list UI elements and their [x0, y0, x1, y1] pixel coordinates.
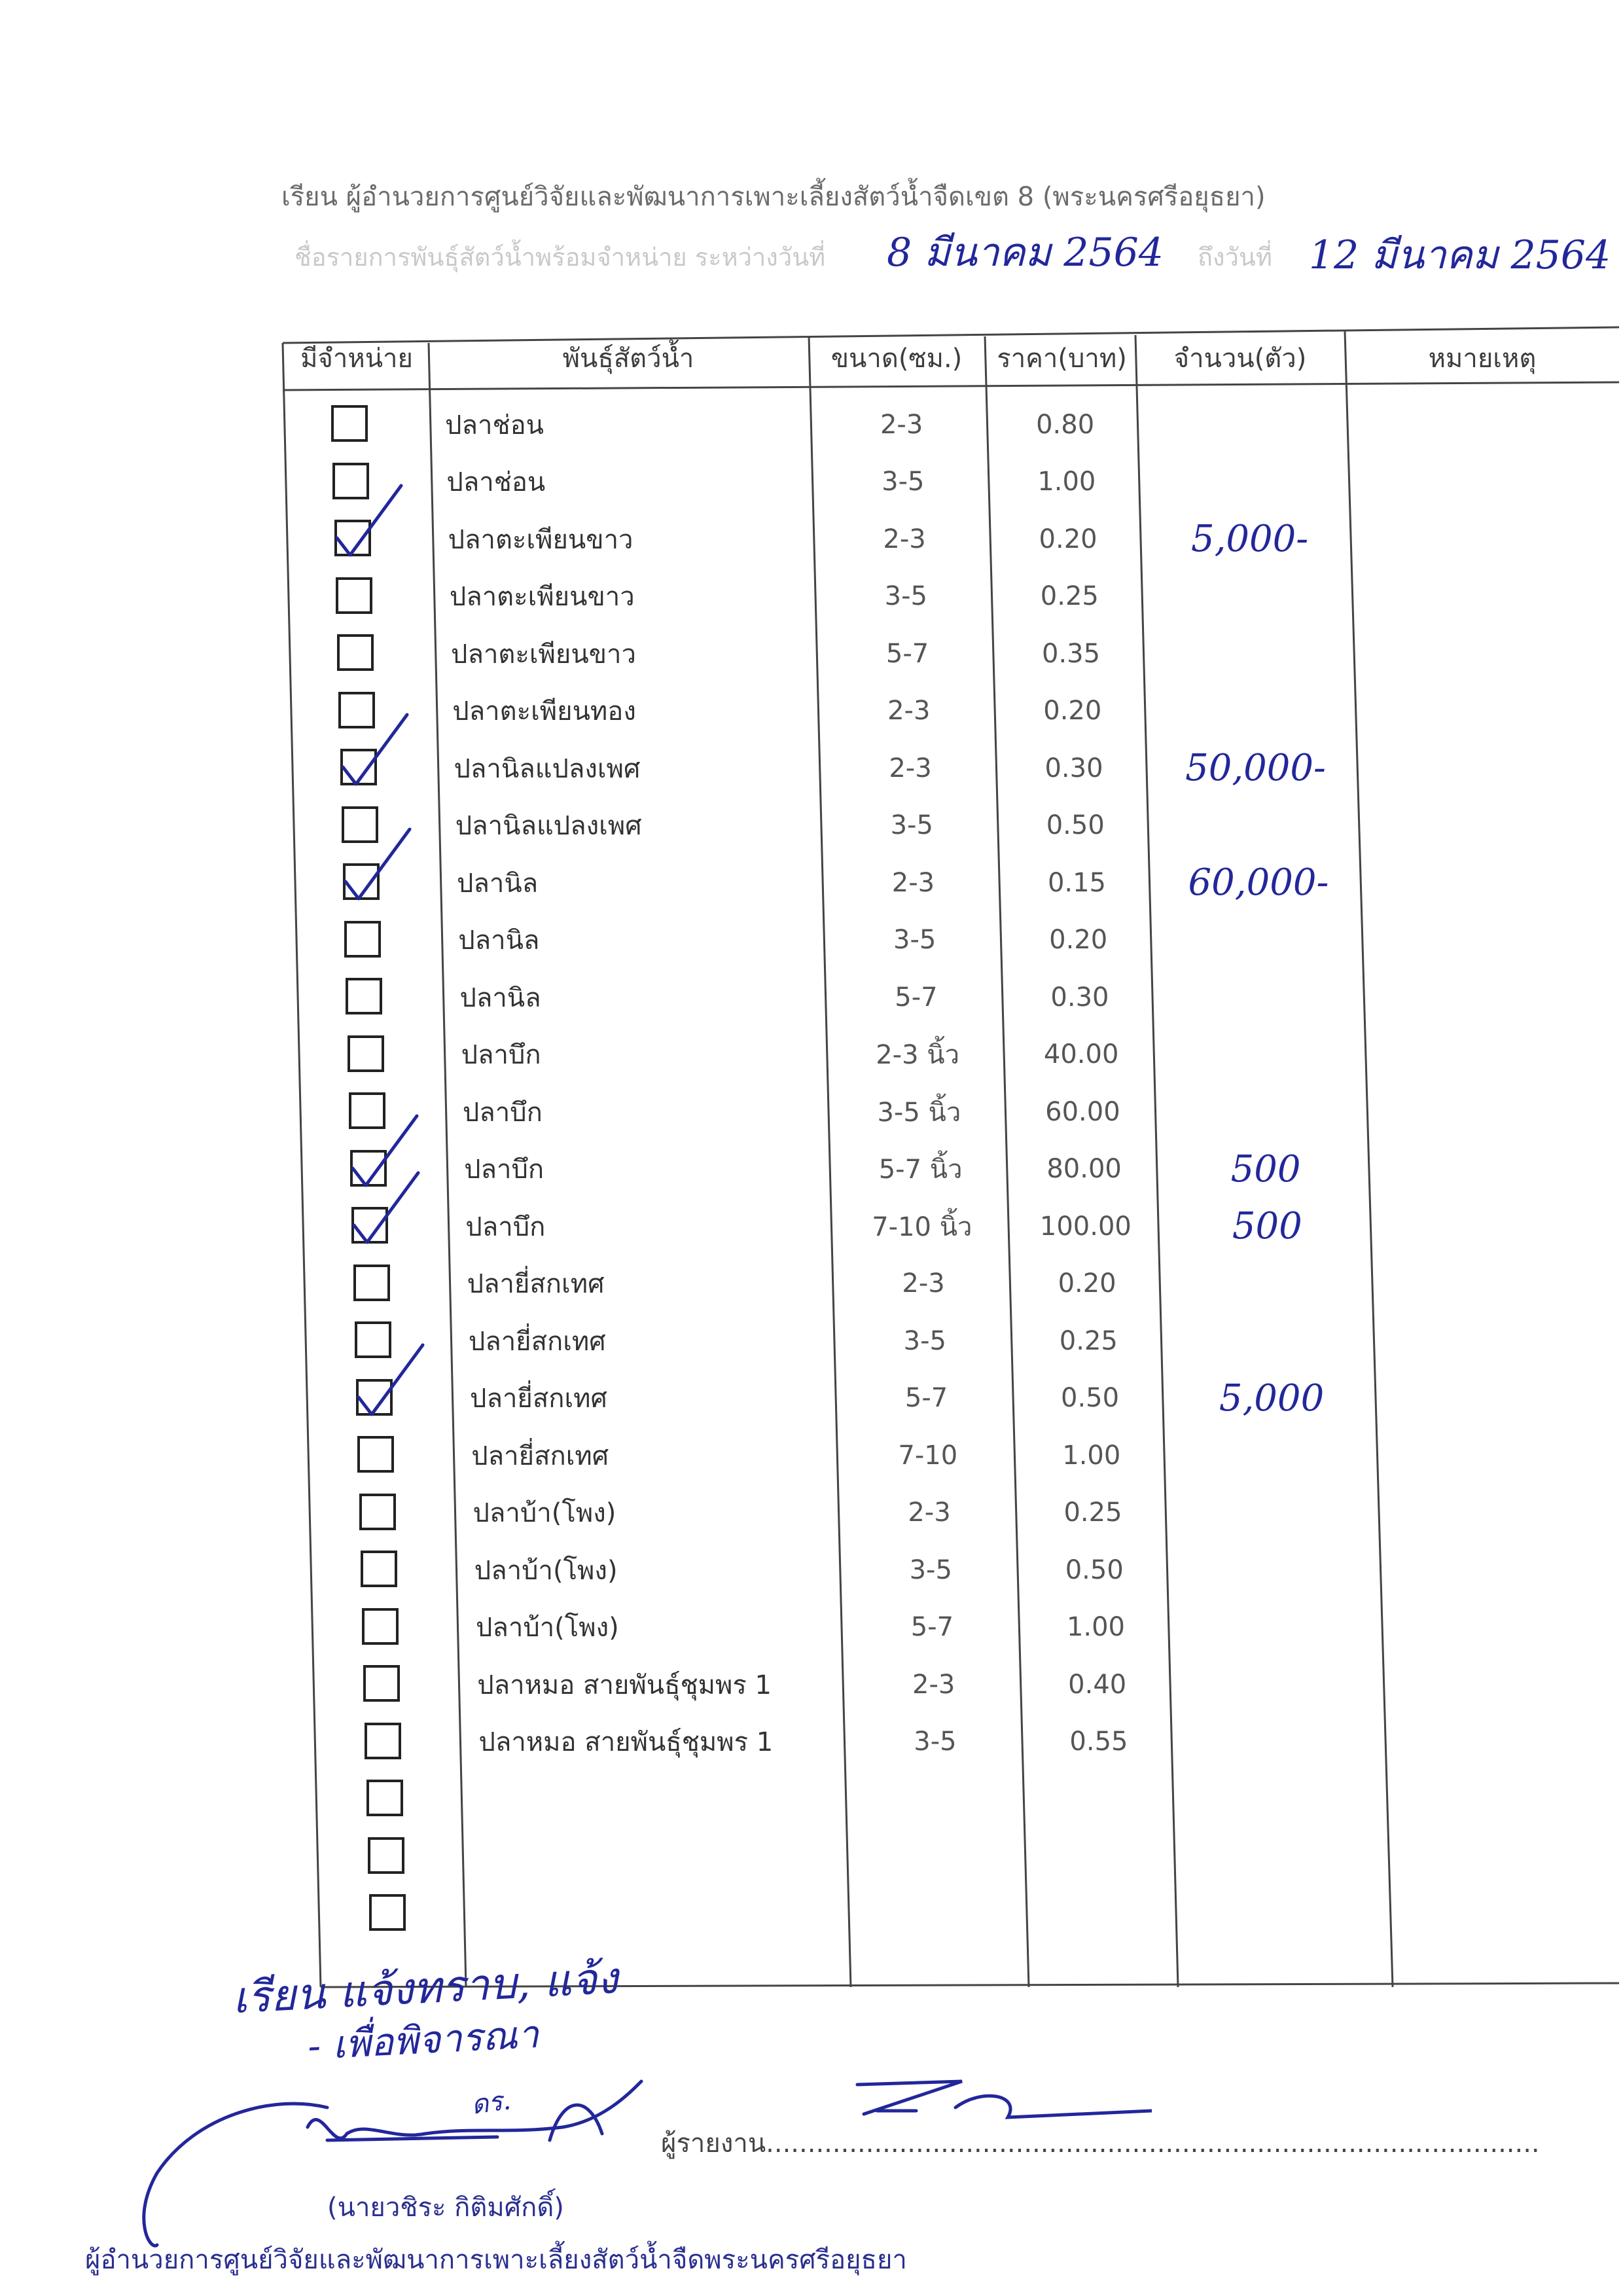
col-header-remarks: หมายเหตุ — [1428, 344, 1537, 374]
species-cell: ปลานิลแปลงเพศ — [455, 811, 642, 841]
availability-checkbox[interactable] — [366, 1780, 403, 1816]
price-cell: 0.30 — [1044, 753, 1103, 783]
size-cell: 5-7 นิ้ว — [878, 1155, 963, 1185]
species-cell: ปลาบ้า(โพง) — [475, 1613, 619, 1643]
species-cell: ปลาตะเพียนขาว — [448, 524, 633, 555]
price-cell — [1029, 1885, 1177, 1942]
price-cell: 0.50 — [1065, 1554, 1124, 1585]
species-cell — [482, 1828, 835, 1885]
price-cell: 0.55 — [1069, 1727, 1128, 1757]
price-cell: 0.80 — [1036, 409, 1095, 440]
price-cell: 60.00 — [1045, 1096, 1120, 1127]
availability-checkbox[interactable] — [340, 749, 377, 785]
table-row — [0, 625, 1623, 682]
size-cell — [850, 1770, 1024, 1827]
species-cell: ปลานิล — [458, 925, 540, 956]
quantity-handwritten — [1159, 683, 1349, 740]
availability-checkbox[interactable] — [359, 1494, 396, 1530]
availability-checkbox[interactable] — [348, 1035, 384, 1072]
table-row — [0, 511, 1623, 567]
quantity-handwritten — [1178, 1427, 1368, 1484]
size-cell: 3-5 — [890, 810, 933, 840]
size-cell: 2-3 — [883, 524, 926, 554]
signature-date-note: ดร. — [469, 2085, 513, 2121]
table-row — [0, 1484, 1623, 1541]
price-cell: 0.20 — [1058, 1268, 1116, 1299]
price-cell: 40.00 — [1043, 1039, 1119, 1069]
species-cell: ปลาช่อน — [446, 467, 546, 497]
species-cell — [480, 1770, 834, 1827]
quantity-handwritten — [1183, 1599, 1372, 1656]
table-row — [0, 1656, 1623, 1713]
table-row — [0, 1885, 1623, 1942]
size-cell: 3-5 — [884, 581, 927, 611]
availability-checkbox[interactable] — [343, 863, 380, 900]
quantity-handwritten — [1188, 1828, 1378, 1885]
size-cell: 3-5 — [882, 467, 925, 497]
table-row — [0, 969, 1623, 1026]
quantity-handwritten — [1174, 1255, 1364, 1312]
period-middle: ถึงวันที่ — [1198, 243, 1272, 272]
availability-checkbox[interactable] — [337, 634, 374, 671]
species-cell: ปลายี่สกเทศ — [470, 1384, 607, 1414]
availability-checkbox[interactable] — [356, 1379, 393, 1416]
director-name: (นายวชิระ กิติมศักดิ์) — [327, 2193, 564, 2223]
species-cell: ปลาช่อน — [445, 410, 544, 440]
table-row — [0, 740, 1623, 797]
price-cell: 0.25 — [1063, 1498, 1122, 1528]
price-cell: 0.50 — [1061, 1383, 1120, 1413]
price-cell — [1028, 1828, 1175, 1885]
price-cell: 0.40 — [1068, 1669, 1127, 1700]
availability-checkbox[interactable] — [363, 1665, 400, 1702]
quantity-handwritten: 5,000- — [1190, 518, 1309, 560]
size-cell: 3-5 นิ้ว — [877, 1097, 961, 1128]
table-row — [0, 454, 1623, 511]
price-cell: 80.00 — [1046, 1154, 1122, 1184]
species-cell: ปลาตะเพียนขาว — [449, 582, 635, 612]
species-cell: ปลายี่สกเทศ — [467, 1269, 605, 1299]
price-cell: 0.25 — [1059, 1325, 1118, 1356]
price-cell: 1.00 — [1037, 467, 1096, 497]
quantity-handwritten — [1175, 1312, 1365, 1369]
size-cell — [851, 1828, 1025, 1885]
size-cell: 3-5 — [909, 1554, 952, 1585]
availability-checkbox[interactable] — [361, 1551, 397, 1587]
quantity-handwritten — [1162, 797, 1352, 854]
table-row — [0, 396, 1623, 453]
table-row — [0, 797, 1623, 854]
check-mark-icon — [355, 1344, 440, 1422]
table-row — [0, 1141, 1623, 1198]
species-cell: ปลาบึก — [464, 1155, 544, 1185]
size-cell — [853, 1885, 1026, 1942]
size-cell: 2-3 — [908, 1498, 951, 1528]
col-header-quantity: จำนวน(ตัว) — [1173, 344, 1307, 374]
size-cell: 3-5 — [893, 925, 936, 955]
handwritten-note-line1: เรียน แจ้งทราบ, แจ้ง — [231, 1952, 620, 2024]
table-row — [0, 1312, 1623, 1369]
quantity-handwritten — [1156, 568, 1346, 625]
price-cell: 0.25 — [1040, 581, 1099, 611]
quantity-handwritten — [1184, 1656, 1374, 1713]
quantity-handwritten — [1169, 1083, 1359, 1140]
table-row — [0, 1828, 1623, 1885]
check-mark-icon — [350, 1172, 435, 1250]
quantity-handwritten — [1158, 625, 1347, 682]
price-cell — [1027, 1770, 1174, 1827]
check-mark-icon — [342, 828, 427, 906]
table-row — [0, 1599, 1623, 1656]
size-cell: 2-3 — [902, 1268, 945, 1299]
quantity-handwritten — [1187, 1770, 1377, 1827]
table-row — [0, 1541, 1623, 1598]
species-cell: ปลาบึก — [462, 1097, 543, 1128]
species-cell: ปลายี่สกเทศ — [468, 1326, 606, 1357]
size-cell: 2-3 — [887, 696, 931, 726]
species-cell: ปลานิล — [456, 868, 539, 899]
table-row — [0, 854, 1623, 911]
availability-checkbox[interactable] — [336, 577, 372, 614]
species-cell: ปลาบ้า(โพง) — [473, 1498, 616, 1528]
director-title: ผู้อำนวยการศูนย์วิจัยและพัฒนาการเพาะเลี้ยงสัตว์น้ำจืดพระนครศรีอยุธยา — [85, 2245, 907, 2275]
species-cell: ปลานิลแปลงเพศ — [454, 753, 641, 784]
period-prefix: ชื่อรายการพันธุ์สัตว์น้ำพร้อมจำหน่าย ระหว่างวันที่ — [294, 243, 826, 272]
table-row — [0, 1713, 1623, 1770]
table-row — [0, 1083, 1623, 1140]
table-row — [0, 568, 1623, 625]
price-cell: 1.00 — [1066, 1612, 1125, 1642]
size-cell: 2-3 — [912, 1669, 955, 1700]
addressee-line: เรียน ผู้อำนวยการศูนย์วิจัยและพัฒนาการเพาะเลี้ยงสัตว์น้ำจืดเขต 8 (พระนครศรีอยุธยา) — [281, 182, 1266, 212]
availability-checkbox[interactable] — [369, 1894, 406, 1931]
species-cell: ปลาหมอ สายพันธุ์ชุมพร 1 — [477, 1670, 772, 1700]
price-cell: 1.00 — [1062, 1440, 1121, 1471]
check-mark-icon — [333, 484, 418, 563]
col-header-price: ราคา(บาท) — [997, 344, 1127, 374]
availability-checkbox[interactable] — [331, 405, 368, 442]
size-cell: 2-3 — [880, 409, 923, 440]
availability-checkbox[interactable] — [368, 1837, 404, 1874]
quantity-handwritten: 5,000 — [1219, 1376, 1325, 1420]
availability-checkbox[interactable] — [344, 921, 381, 958]
species-cell: ปลาบึก — [465, 1211, 546, 1242]
species-cell: ปลาตะเพียนทอง — [452, 696, 636, 726]
quantity-handwritten: 500 — [1230, 1147, 1301, 1191]
size-cell: 2-3 — [891, 867, 935, 898]
size-cell: 3-5 — [914, 1727, 957, 1757]
size-cell: 2-3 นิ้ว — [876, 1040, 960, 1070]
species-cell: ปลาบ้า(โพง) — [474, 1555, 618, 1586]
table-row — [0, 1427, 1623, 1484]
quantity-handwritten — [1152, 396, 1342, 453]
availability-checkbox[interactable] — [351, 1207, 388, 1244]
price-cell: 0.20 — [1039, 524, 1097, 554]
col-header-species: พันธุ์สัตว์น้ำ — [562, 344, 694, 374]
price-cell: 0.15 — [1047, 867, 1106, 898]
availability-checkbox[interactable] — [365, 1723, 401, 1759]
species-cell: ปลาหมอ สายพันธุ์ชุมพร 1 — [478, 1727, 774, 1757]
quantity-handwritten — [1168, 1026, 1358, 1083]
availability-checkbox[interactable] — [353, 1265, 390, 1301]
quantity-handwritten — [1165, 912, 1355, 969]
price-cell: 0.50 — [1046, 810, 1105, 840]
availability-checkbox[interactable] — [362, 1608, 399, 1645]
quantity-handwritten: 60,000- — [1188, 861, 1329, 904]
period-start-handwritten: 8 มีนาคม 2564 — [887, 230, 1164, 276]
table-row — [0, 683, 1623, 740]
size-cell: 7-10 นิ้ว — [872, 1211, 972, 1242]
species-cell: ปลาบึก — [461, 1040, 541, 1070]
quantity-handwritten — [1185, 1713, 1375, 1770]
size-cell: 3-5 — [903, 1325, 946, 1356]
quantity-handwritten — [1166, 969, 1356, 1026]
size-cell: 5-7 — [910, 1612, 954, 1642]
species-cell: ปลานิล — [459, 982, 541, 1013]
size-cell: 5-7 — [895, 982, 938, 1013]
quantity-handwritten — [1180, 1484, 1370, 1541]
handwritten-note-line2: - เพื่อพิจารณา — [306, 2011, 540, 2069]
availability-checkbox[interactable] — [357, 1436, 394, 1473]
quantity-handwritten: 50,000- — [1185, 747, 1326, 789]
table-row — [0, 1770, 1623, 1827]
species-cell: ปลาตะเพียนขาว — [451, 639, 636, 670]
quantity-handwritten — [1153, 454, 1343, 511]
table-row — [0, 1255, 1623, 1312]
species-cell: ปลายี่สกเทศ — [471, 1441, 609, 1471]
price-cell: 0.30 — [1050, 982, 1109, 1013]
period-end-handwritten: 12 มีนาคม 2564 — [1309, 232, 1611, 278]
table-row — [0, 912, 1623, 969]
size-cell: 7-10 — [898, 1440, 958, 1471]
quantity-handwritten — [1190, 1885, 1380, 1942]
table-row — [0, 1198, 1623, 1255]
price-cell: 0.35 — [1042, 638, 1101, 669]
price-cell: 0.20 — [1049, 925, 1108, 955]
table-row — [0, 1370, 1623, 1427]
availability-checkbox[interactable] — [346, 978, 382, 1014]
quantity-handwritten — [1181, 1541, 1371, 1598]
species-cell — [483, 1885, 836, 1942]
col-header-available: มีจำหน่าย — [300, 344, 413, 374]
price-cell: 0.20 — [1043, 696, 1102, 726]
col-header-size: ขนาด(ซม.) — [830, 344, 963, 374]
availability-checkbox[interactable] — [334, 520, 371, 556]
size-cell: 2-3 — [889, 753, 932, 783]
check-mark-icon — [339, 713, 424, 792]
reporter-label: ผู้รายงาน............................................................................................. — [661, 2128, 1540, 2159]
table-row — [0, 1026, 1623, 1083]
quantity-handwritten: 500 — [1232, 1205, 1302, 1247]
size-cell: 5-7 — [904, 1383, 948, 1413]
size-cell: 5-7 — [885, 638, 929, 669]
price-cell: 100.00 — [1039, 1211, 1132, 1242]
